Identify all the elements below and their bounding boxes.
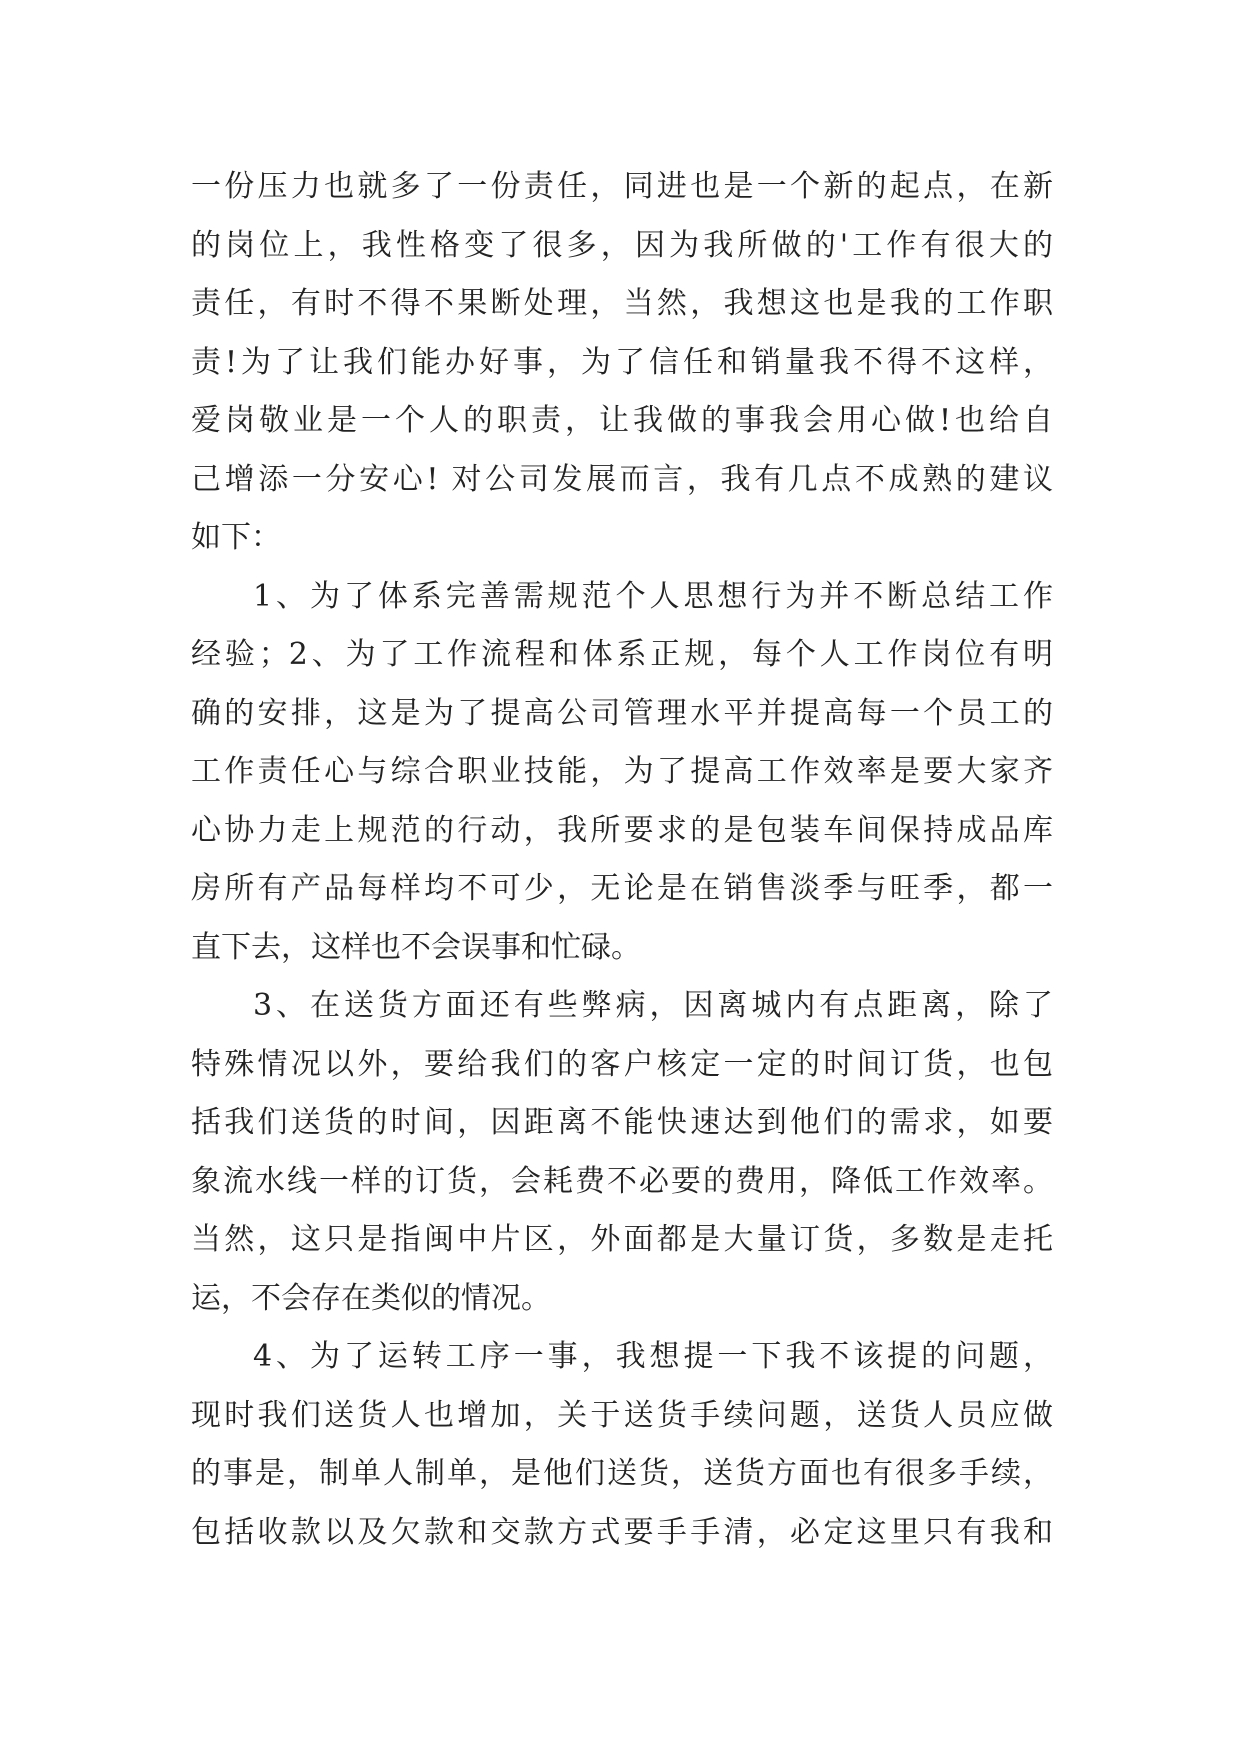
- text-line: 特殊情况以外，要给我们的客户核定一定的时间订货，也包: [191, 1046, 1053, 1082]
- text-line: 如下：: [191, 520, 281, 555]
- text-line: 爱岗敬业是一个人的职责，让我做的事我会用心做!也给自: [191, 403, 1053, 438]
- text-line: 的岗位上，我性格变了很多，因为我所做的'工作有很大的: [191, 227, 1053, 263]
- text-line: 的事是，制单人制单，是他们送货，送货方面也有很多手续，: [191, 1456, 1053, 1491]
- paragraph-start-line: 4、为了运转工序一事，我想提一下我不该提的问题，: [253, 1339, 1053, 1374]
- text-line: 包括收款以及欠款和交款方式要手手清，必定这里只有我和: [191, 1514, 1053, 1550]
- text-line: 责任，有时不得不果断处理，当然，我想这也是我的工作职: [191, 286, 1053, 321]
- text-line: 运，不会存在类似的情况。: [191, 1280, 551, 1316]
- text-line: 括我们送货的时间，因距离不能快速达到他们的需求，如要: [191, 1105, 1053, 1140]
- text-line: 象流水线一样的订货，会耗费不必要的费用，降低工作效率。: [191, 1163, 1053, 1199]
- text-line: 经验；2、为了工作流程和体系正规，每个人工作岗位有明: [191, 637, 1053, 672]
- text-line: 确的安排，这是为了提高公司管理水平并提高每一个员工的: [191, 695, 1053, 731]
- text-line: 现时我们送货人也增加，关于送货手续问题，送货人员应做: [191, 1397, 1053, 1433]
- text-line: 己增添一分安心! 对公司发展而言，我有几点不成熟的建议: [191, 461, 1053, 497]
- text-line: 房所有产品每样均不可少，无论是在销售淡季与旺季，都一: [191, 871, 1053, 906]
- body-text: [191, 158, 1053, 1562]
- paragraph-start-line: 3、在送货方面还有些弊病，因离城内有点距离，除了: [253, 988, 1053, 1023]
- text-line: 心协力走上规范的行动，我所要求的是包装车间保持成品库: [191, 812, 1053, 848]
- paragraph-start-line: 1、为了体系完善需规范个人思想行为并不断总结工作: [253, 578, 1053, 614]
- text-line: 当然，这只是指闽中片区，外面都是大量订货，多数是走托: [191, 1222, 1053, 1257]
- text-line: 直下去，这样也不会误事和忙碌。: [191, 929, 641, 965]
- text-line: 工作责任心与综合职业技能，为了提高工作效率是要大家齐: [191, 754, 1053, 789]
- text-line: 一份压力也就多了一份责任，同进也是一个新的起点，在新: [191, 169, 1053, 204]
- text-line: 责!为了让我们能办好事，为了信任和销量我不得不这样，: [191, 344, 1053, 380]
